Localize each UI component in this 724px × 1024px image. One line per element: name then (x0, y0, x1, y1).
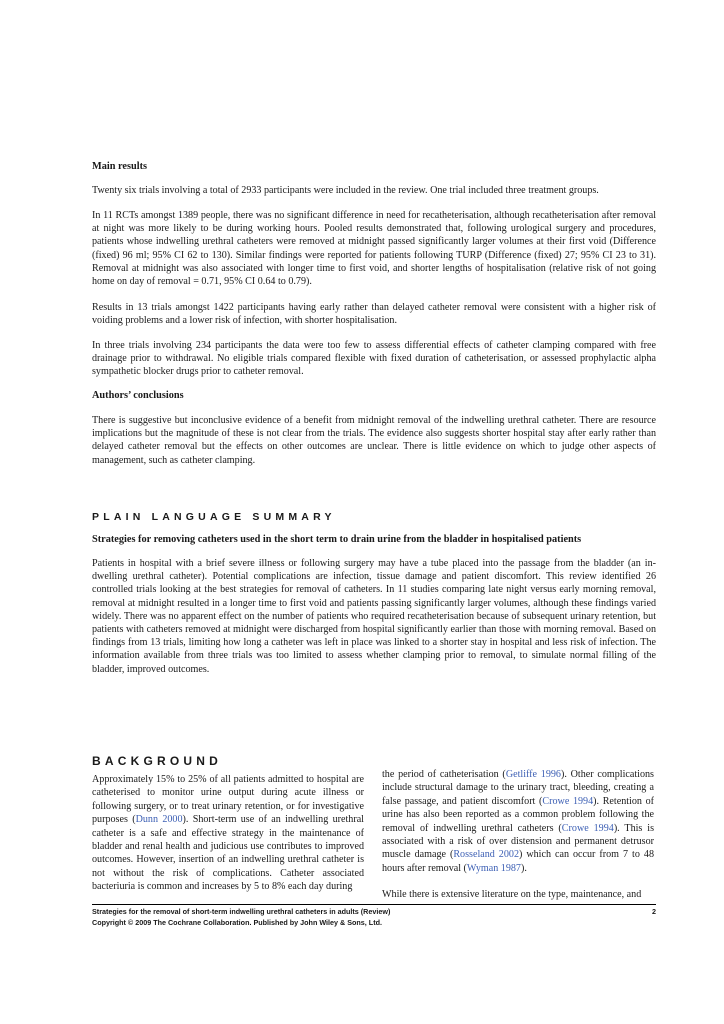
background-heading: BACKGROUND (92, 754, 222, 768)
plain-language-summary-title: Strategies for removing catheters used in the short term to drain urine from the bladder in hospitalised patients (92, 534, 582, 545)
background-right-text-1: the period of catheterisation ( (382, 769, 506, 780)
background-right-paragraph-2: While there is extensive literature on the type, maintenance, and (382, 889, 642, 900)
main-results-paragraph-3: Results in 13 trials amongst 1422 participants having early rather than delayed catheter removal were consistent with a higher risk of voiding problems and a lower risk of infection, with shorter hospitalisation. (92, 302, 656, 327)
citation-link[interactable]: Dunn 2000 (135, 814, 183, 826)
background-left-text-1: Approximately 15% to 25% of all patients admitted to hospital are catheterised to monitor urine output during acute illness or following surgery, or to treat urinary retention, or for investigative purposes ( (92, 774, 364, 826)
citation-link[interactable]: Wyman 1987 (466, 862, 521, 874)
page (92, 0, 656, 1024)
footer-copyright: Copyright © 2009 The Cochrane Collaboration. Published by John Wiley & Sons, Ltd. (92, 918, 382, 927)
background-left-column (92, 773, 364, 894)
authors-conclusions-heading: Authors’ conclusions (92, 390, 184, 401)
page-number: 2 (652, 907, 656, 916)
citation-link[interactable]: Rosseland 2002 (453, 849, 519, 861)
background-right-text-3: ). Retention of urine has also been reported as a common problem following the removal of indwelling urethral catheters ( (382, 795, 655, 834)
main-results-paragraph-1: Twenty six trials involving a total of 2933 participants were included in the review. One trial included three treatment groups. (92, 185, 599, 196)
citation-link[interactable]: Crowe 1994 (542, 795, 594, 807)
background-right-text-6: ). (520, 862, 527, 874)
background-right-text-5: ) which can occur from 7 to 48 hours after removal ( (382, 849, 654, 874)
background-right-text-2: ). Other complications include structural damage to the urinary tract, bleeding, creating a false passage, and patient discomfort ( (382, 769, 654, 807)
citation-link[interactable]: Crowe 1994 (561, 822, 614, 834)
plain-language-summary-heading: PLAIN LANGUAGE SUMMARY (92, 511, 336, 523)
plain-language-summary-paragraph: Patients in hospital with a brief severe illness or following surgery may have a tube placed into the passage from the bladder (an in-dwelling urethral catheter). Potential complications are infection, tissue damage and patient discomfort. This review identified 26 controlled trials looking at the best strategies for removal of catheters. In 11 studies comparing late night versus early morning removal, removal at midnight resulted in a longer time to first void and patients passing significantly larger volumes, although these findings varied widely. There was no apparent effect on the number of patients who required recatheterisation because of subsequent urinary retention, but patients with catheters removed at midnight were discharged from hospital significantly earlier than those with morning removal. Based on findings from 13 trials, limiting how long a catheter was left in place was linked to a shorter stay in hospital and less risk of infection. The information available from three trials was too limited to assess whether clamping prior to removal, to simulate normal filling of the bladder, improved outcomes. (92, 558, 656, 675)
citation-link[interactable]: Getliffe 1996 (505, 769, 561, 780)
footer-title: Strategies for the removal of short-term indwelling urethral catheters in adults (Review) (92, 907, 391, 916)
background-right-text-4: ). This is associated with a risk of over distension and permanent detrusor muscle damage ( (382, 822, 655, 861)
footer-divider (92, 904, 656, 905)
background-left-text-2: ). Short-term use of an indwelling urethral catheter is a safe and effective strategy in the maintenance of bladder and renal health and judicious use contributes to improved outcomes. However, insertion of an indwelling urethral catheter is not without the risk of complications. Catheter associated bacteriuria is common and increases by 5 to 8% each day during (92, 814, 364, 893)
main-results-heading: Main results (92, 161, 148, 172)
main-results-paragraph-4: In three trials involving 234 participants the data were too few to assess differential effects of catheter clamping compared with free drainage prior to withdrawal. No eligible trials compared flexible with fixed duration of catheterisation, or assessed prophylactic alpha sympathetic blocker drugs prior to catheter removal. (92, 340, 656, 378)
main-results-paragraph-2: In 11 RCTs amongst 1389 people, there was no significant difference in need for recatheterisation, although recatheterisation after removal at night was more likely to be during working hours. Pooled results demonstrated that, following urological surgery and procedures, patients whose indwelling urethral catheters were removed at midnight passed significantly larger volumes at their first void (Difference (fixed) 96 ml; 95% CI 62 to 130). Similar findings were reported for patients following TURP (Difference (fixed) 27; 95% CI 23 to 31). Removal at midnight was also associated with longer time to first void, and shorter lengths of hospitalisation (relative risk of not going home on day of removal = 0.71, 95% CI 0.64 to 0.79). (92, 210, 656, 288)
authors-conclusions-paragraph: There is suggestive but inconclusive evidence of a benefit from midnight removal of the indwelling urethral catheter. There are resource implications but the magnitude of these is not clear from the trials. The evidence also suggests shorter hospital stay after early rather than delayed catheter removal but the effects on other outcomes are unclear. There is little evidence on which to judge other aspects of management, such as catheter clamping. (92, 415, 656, 466)
background-right-column (382, 768, 654, 875)
